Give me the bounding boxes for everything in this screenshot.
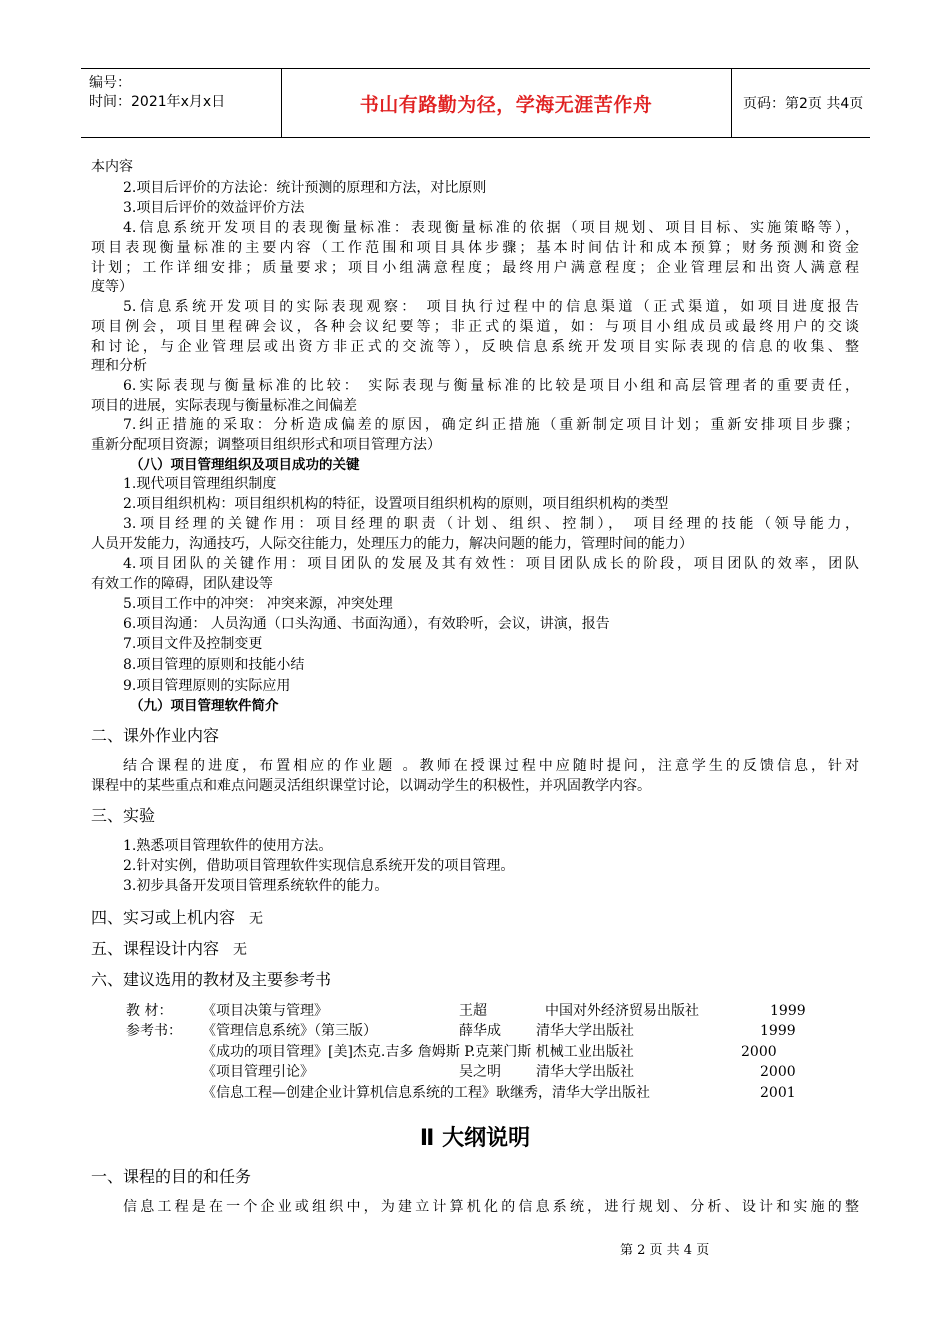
body-line: 5.信息系统开发项目的实际表现观察： 项目执行过程中的信息渠道（正式渠道，如项目进度报告 bbox=[123, 299, 859, 315]
body-line: 计划；工作详细安排；质量要求；项目小组满意程度；最终用户满意程度；企业管理层和出资人满意程 bbox=[91, 260, 859, 276]
section-heading: 一、课程的目的和任务 bbox=[91, 1167, 252, 1186]
ref-year: 2000 bbox=[741, 1044, 777, 1060]
part-title: Ⅱ 大纲说明 bbox=[419, 1126, 531, 1151]
header-page-info: 页码：第2页 共4页 bbox=[743, 96, 864, 112]
ref-title: 《项目管理引论》 bbox=[202, 1064, 314, 1080]
body-line: 5.项目工作中的冲突： 冲突来源，冲突处理 bbox=[123, 596, 393, 612]
body-line: 有效工作的障碍，团队建设等 bbox=[91, 576, 273, 592]
body-line: 信息工程是在一个企业或组织中，为建立计算机化的信息系统，进行规划、分析、设计和实施的整 bbox=[123, 1199, 859, 1215]
ref-publisher: 清华大学出版社 bbox=[536, 1023, 634, 1039]
section-heading bbox=[91, 938, 247, 961]
body-line: 4.信息系统开发项目的表现衡量标准：表现衡量标准的依据（项目规划、项目目标、实施策略等）， bbox=[123, 220, 859, 236]
section-title: 五、课程设计内容 bbox=[91, 939, 220, 958]
ref-year: 1999 bbox=[770, 1003, 806, 1019]
body-line: 2.项目组织机构：项目组织机构的特征，设置项目组织机构的原则，项目组织机构的类型 bbox=[123, 496, 669, 512]
body-line: 1.现代项目管理组织制度 bbox=[123, 476, 277, 492]
body-line: 1.熟悉项目管理软件的使用方法。 bbox=[123, 838, 333, 854]
body-line: 7.项目文件及控制变更 bbox=[123, 636, 263, 652]
body-line: 人员开发能力，沟通技巧，人际交往能力，处理压力的能力，解决问题的能力，管理时间的能力） bbox=[91, 536, 693, 552]
body-line: 8.项目管理的原则和技能小结 bbox=[123, 657, 305, 673]
subsection-heading: （八）项目管理组织及项目成功的关键 bbox=[130, 457, 360, 473]
section-heading bbox=[91, 907, 263, 930]
section-value: 无 bbox=[233, 942, 248, 958]
body-line: 项目例会，项目里程碑会议，各种会议纪要等；非正式的渠道，如：与项目小组成员或最终用户的交谈 bbox=[91, 319, 859, 335]
ref-label: 参考书： bbox=[126, 1023, 182, 1039]
body-line: 理和分析 bbox=[91, 358, 147, 374]
body-line: 4.项目团队的关键作用：项目团队的发展及其有效性：项目团队成长的阶段，项目团队的效率，团队 bbox=[123, 556, 859, 572]
doc-number-label: 编号： bbox=[89, 75, 131, 91]
section-heading: 三、实验 bbox=[91, 806, 156, 825]
header-divider bbox=[731, 69, 732, 137]
ref-year: 1999 bbox=[760, 1023, 796, 1039]
section-heading: 二、课外作业内容 bbox=[91, 726, 220, 745]
body-line: 3.项目后评价的效益评价方法 bbox=[123, 200, 305, 216]
ref-year: 2001 bbox=[760, 1085, 796, 1101]
body-line: 结合课程的进度，布置相应的作业题 。教师在授课过程中应随时提问，注意学生的反馈信息，针对 bbox=[123, 758, 859, 774]
ref-year: 2000 bbox=[760, 1064, 796, 1080]
subsection-heading: （九）项目管理软件简介 bbox=[130, 698, 279, 714]
body-line: 重新分配项目资源；调整项目组织形式和项目管理方法） bbox=[91, 437, 441, 453]
body-line: 6.项目沟通： 人员沟通（口头沟通、书面沟通），有效聆听，会议，讲演，报告 bbox=[123, 616, 610, 632]
header-motto: 书山有路勤为径，学海无涯苦作舟 bbox=[359, 93, 653, 116]
ref-title: 《管理信息系统》（第三版） bbox=[202, 1023, 377, 1039]
ref-publisher: 清华大学出版社 bbox=[536, 1064, 634, 1080]
ref-author: 薛华成 bbox=[459, 1023, 501, 1039]
body-line: 度等） bbox=[91, 279, 133, 295]
body-line: 本内容 bbox=[91, 159, 133, 175]
body-line: 2.项目后评价的方法论：统计预测的原理和方法，对比原则 bbox=[123, 180, 487, 196]
page-header bbox=[81, 68, 870, 138]
ref-author: 吴之明 bbox=[459, 1064, 501, 1080]
doc-time-label: 时间：2021年x月x日 bbox=[89, 94, 226, 110]
body-line: 和讨论，与企业管理层或出资方非正式的交流等），反映信息系统开发项目实际表现的信息的收集、整 bbox=[91, 339, 859, 355]
body-line: 3.项目经理的关键作用：项目经理的职责（计划、组织、控制）， 项目经理的技能（领导能力， bbox=[123, 516, 859, 532]
body-line: 项目的进展，实际表现与衡量标准之间偏差 bbox=[91, 398, 357, 414]
ref-entry: 《信息工程—创建企业计算机信息系统的工程》耿继秀，清华大学出版社 bbox=[202, 1085, 650, 1101]
section-value: 无 bbox=[249, 911, 264, 927]
body-line: 9.项目管理原则的实际应用 bbox=[123, 678, 291, 694]
ref-label: 教 材： bbox=[126, 1003, 173, 1019]
body-line: 2.针对实例，借助项目管理软件实现信息系统开发的项目管理。 bbox=[123, 858, 515, 874]
body-line: 项目表现衡量标准的主要内容（工作范围和项目具体步骤；基本时间估计和成本预算；财务预测和资金 bbox=[91, 240, 859, 256]
body-line: 7.纠正措施的采取：分析造成偏差的原因，确定纠正措施（重新制定项目计划；重新安排项目步骤； bbox=[123, 417, 859, 433]
header-meta bbox=[81, 69, 281, 137]
header-divider bbox=[281, 69, 282, 137]
body-line: 6.实际表现与衡量标准的比较： 实际表现与衡量标准的比较是项目小组和高层管理者的重要责任， bbox=[123, 378, 859, 394]
ref-entry: 《成功的项目管理》[美]杰克.吉多 詹姆斯 P.克莱门斯 机械工业出版社 bbox=[202, 1044, 634, 1060]
ref-title: 《项目决策与管理》 bbox=[202, 1003, 328, 1019]
ref-publisher: 中国对外经济贸易出版社 bbox=[545, 1003, 699, 1019]
body-line: 课程中的某些重点和难点问题灵活组织课堂讨论，以调动学生的积极性，并巩固教学内容。 bbox=[91, 778, 651, 794]
section-title: 四、实习或上机内容 bbox=[91, 908, 236, 927]
page-footer: 第 2 页 共 4 页 bbox=[620, 1243, 710, 1258]
ref-author: 王超 bbox=[459, 1003, 487, 1019]
section-heading: 六、建议选用的教材及主要参考书 bbox=[91, 970, 332, 989]
body-line: 3.初步具备开发项目管理系统软件的能力。 bbox=[123, 878, 389, 894]
